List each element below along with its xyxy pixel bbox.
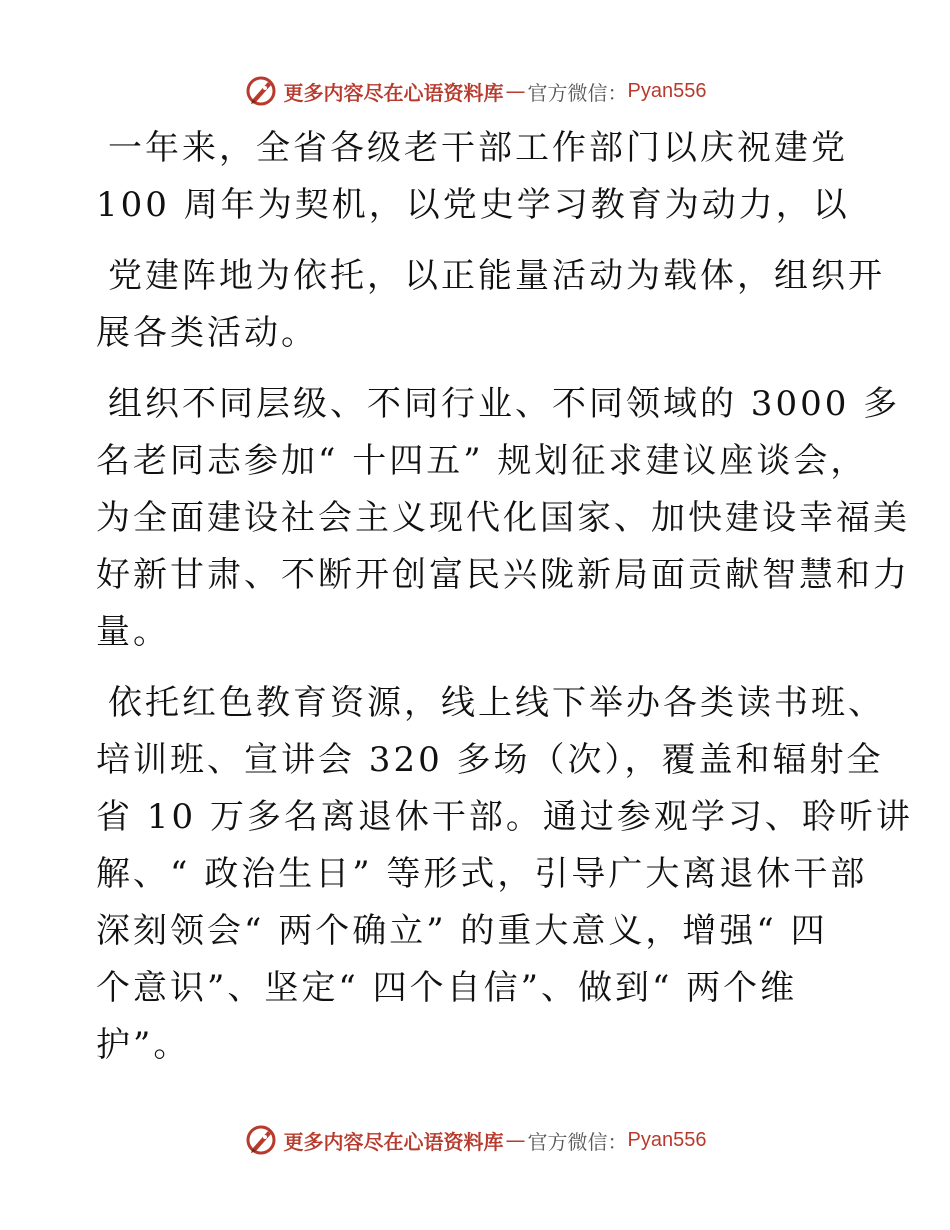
text-line: 深刻领会“ 两个确立” 的重大意义，增强“ 四 — [96, 911, 828, 951]
watermark-wechat-label: 官方微信： — [527, 1129, 628, 1154]
text-line: 名老同志参加“ 十四五” 规划征求建议座谈会， — [96, 441, 868, 481]
text-line: 党建阵地为依托，以正能量活动为载体，组织开 — [108, 256, 885, 296]
watermark-dash: — — [505, 1128, 526, 1152]
text-line: 培训班、宣讲会 320 多场（次），覆盖和辐射全 — [96, 740, 884, 780]
text-line: 护”。 — [96, 1025, 191, 1065]
watermark-wechat-id: Pyan556 — [627, 79, 707, 102]
text-line: 一年来，全省各级老干部工作部门以庆祝建党 — [108, 128, 848, 168]
watermark-wechat-label: 官方微信： — [527, 80, 628, 105]
text-line: 依托红色教育资源，线上线下举办各类读书班、 — [108, 683, 885, 723]
watermark-brand: 更多内容尽在心语资料库 — [283, 80, 504, 105]
text-line: 组织不同层级、不同行业、不同领域的 3000 多 — [108, 384, 901, 424]
paragraph-3 — [96, 376, 910, 661]
paragraph-2 — [96, 248, 885, 362]
paragraph-4 — [96, 675, 913, 1074]
pen-logo-icon — [244, 74, 278, 108]
footer-watermark — [0, 1120, 950, 1160]
watermark-wechat-id: Pyan556 — [627, 1128, 707, 1151]
text-line: 100 周年为契机，以党史学习教育为动力，以 — [96, 185, 850, 225]
text-line: 好新甘肃、不断开创富民兴陇新局面贡献智慧和力 — [96, 555, 910, 595]
watermark-dash: — — [505, 79, 526, 103]
text-line: 量。 — [96, 612, 170, 652]
text-line: 个意识”、坚定“ 四个自信”、做到“ 两个维 — [96, 968, 798, 1008]
text-line: 为全面建设社会主义现代化国家、加快建设幸福美 — [96, 498, 910, 538]
header-watermark — [0, 71, 950, 111]
document-body — [96, 120, 913, 1088]
watermark-brand: 更多内容尽在心语资料库 — [283, 1129, 504, 1154]
text-line: 展各类活动。 — [96, 313, 318, 353]
paragraph-1 — [96, 120, 856, 234]
pen-logo-icon — [244, 1123, 278, 1157]
text-line: 省 10 万多名离退休干部。通过参观学习、聆听讲 — [96, 797, 913, 837]
text-line: 解、“ 政治生日” 等形式，引导广大离退休干部 — [96, 854, 868, 894]
